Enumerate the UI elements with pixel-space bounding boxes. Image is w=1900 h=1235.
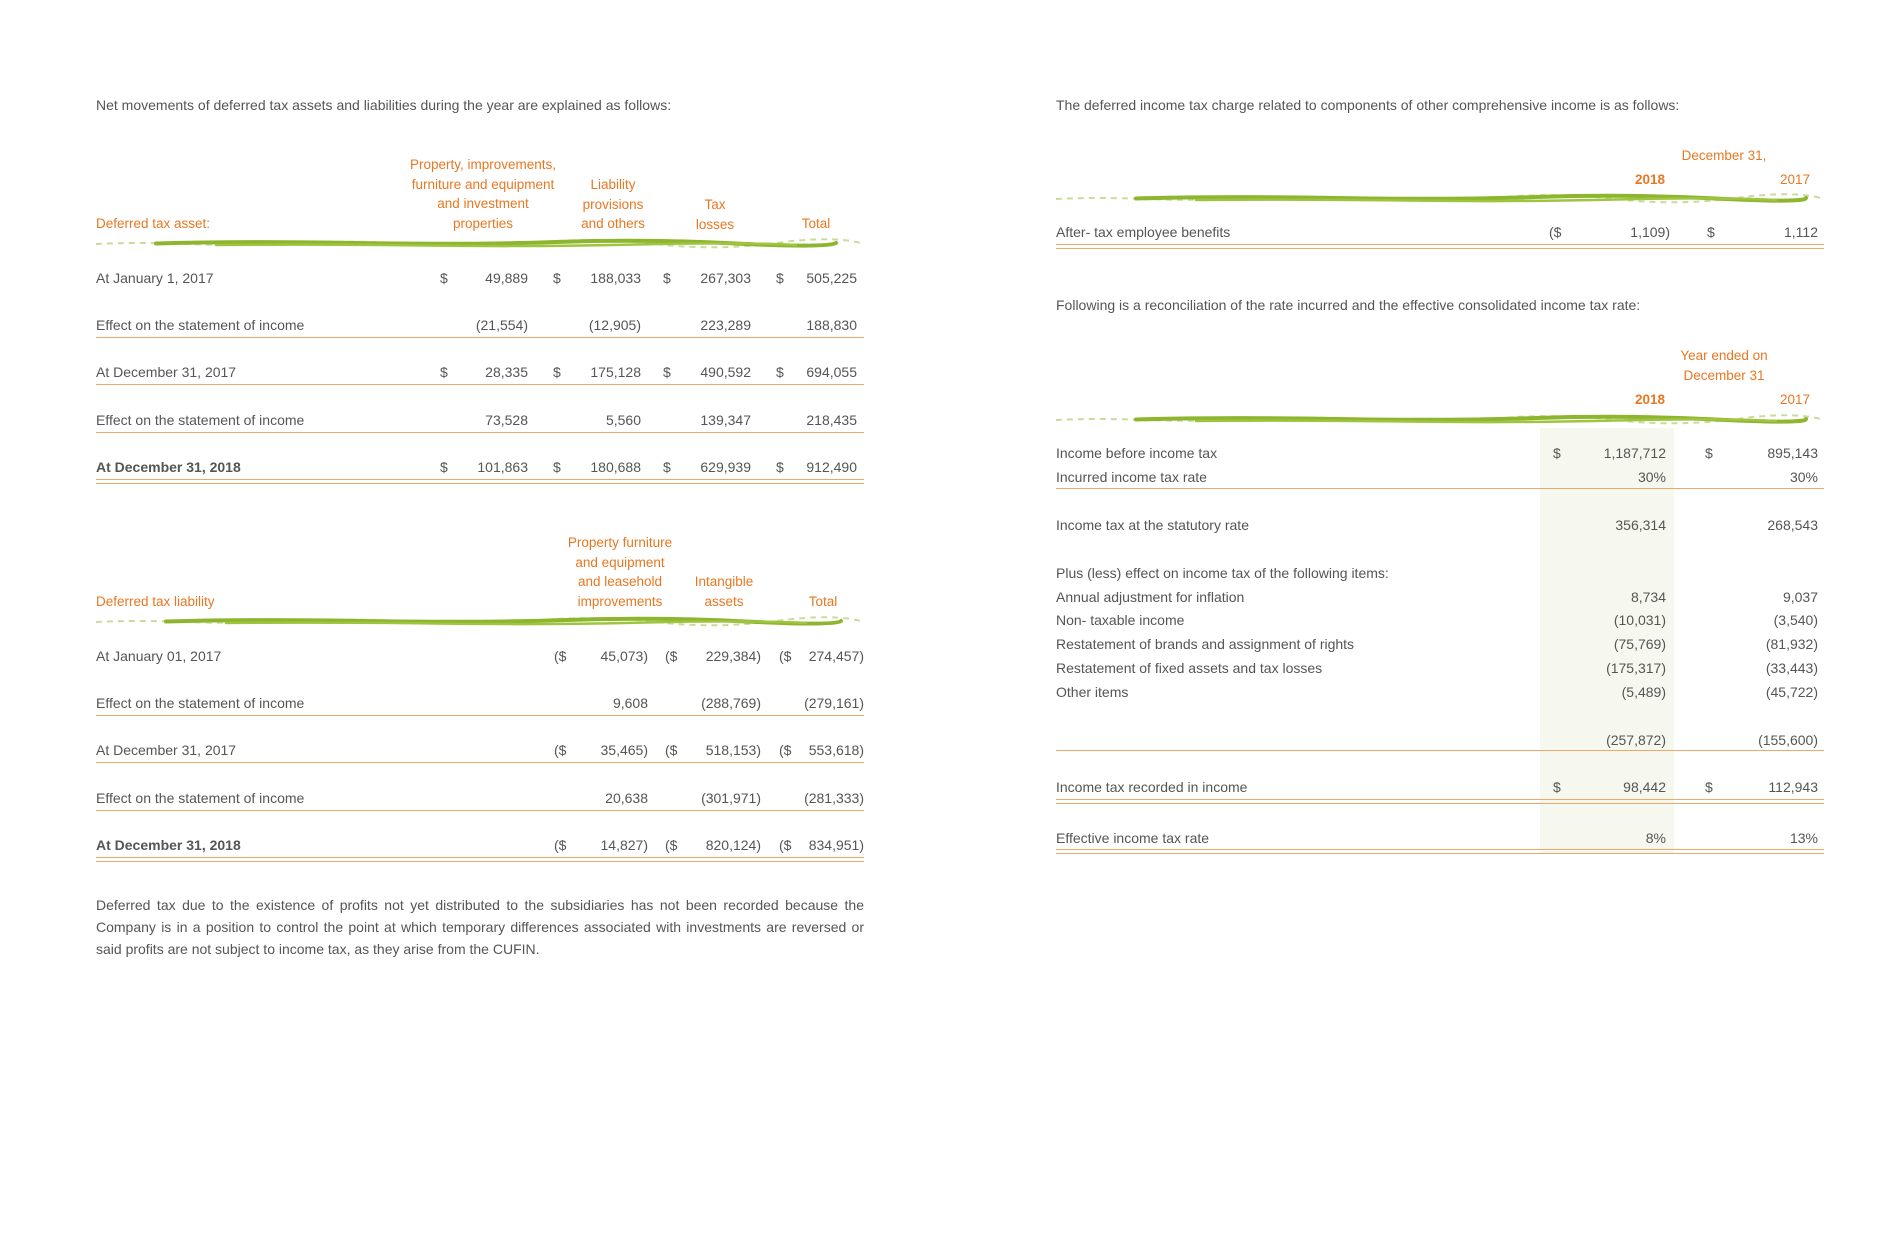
asset-cell-value: 101,863 bbox=[477, 459, 528, 475]
rec-cell-value-2018: (10,031) bbox=[1613, 612, 1666, 628]
asset-col-header-tax-losses: Tax losses bbox=[695, 197, 735, 232]
asset-table-label: Deferred tax asset: bbox=[96, 216, 211, 231]
oci-header-brush-divider bbox=[1056, 193, 1824, 205]
asset-cell-value: 267,303 bbox=[700, 270, 751, 286]
liability-row-rule bbox=[96, 810, 864, 811]
asset-row-rule bbox=[96, 384, 864, 385]
rec-year-2018: 2018 bbox=[1634, 392, 1666, 407]
rec-cell-currency-2018: $ bbox=[1553, 445, 1561, 461]
rec-row-label: Incurred income tax rate bbox=[1056, 469, 1207, 485]
rec-row-label: Restatement of brands and assignment of rights bbox=[1056, 636, 1355, 652]
liability-col-header-intangible: Intangible assets bbox=[694, 574, 754, 609]
rec-cell-value-2018: (175,317) bbox=[1606, 660, 1666, 676]
oci-row-cur-2017: $ bbox=[1707, 224, 1715, 240]
liability-cell-value: 229,384) bbox=[705, 648, 761, 664]
asset-cell-value: 188,830 bbox=[806, 317, 857, 333]
asset-cell-value: 73,528 bbox=[485, 412, 528, 428]
asset-col-header-total: Total bbox=[801, 216, 831, 231]
liability-cell-currency: ($ bbox=[554, 742, 567, 758]
asset-header-brush-divider bbox=[96, 238, 864, 250]
asset-cell-currency: $ bbox=[663, 364, 671, 380]
oci-row-val-2018: 1,109) bbox=[1630, 224, 1670, 240]
rec-row-label: Other items bbox=[1056, 684, 1129, 700]
liability-row-rule bbox=[96, 715, 864, 716]
liability-cell-value: (281,333) bbox=[804, 790, 864, 806]
asset-section-intro: Net movements of deferred tax assets and liabilities during the year are explained as follows: bbox=[96, 97, 672, 113]
asset-cell-value: 188,033 bbox=[590, 270, 641, 286]
liability-cell-value: (301,971) bbox=[701, 790, 761, 806]
asset-cell-value: 139,347 bbox=[700, 412, 751, 428]
asset-cell-currency: $ bbox=[776, 364, 784, 380]
deferred-tax-footnote: Deferred tax due to the existence of profits not yet distributed to the subsidiaries has not been recorded because the Company is in a position to control the point at which temporary differences associated with investments are reversed or said profits are not subject to income tax, as they arise from the CUFIN. bbox=[96, 897, 864, 957]
liability-cell-currency: ($ bbox=[554, 837, 567, 853]
rec-row-label: Effective income tax rate bbox=[1056, 830, 1210, 846]
rec-row-label: Non- taxable income bbox=[1056, 612, 1185, 628]
rec-row-label: Income tax at the statutory rate bbox=[1056, 517, 1249, 533]
asset-cell-value: 5,560 bbox=[605, 412, 641, 428]
liability-cell-value: 45,073) bbox=[600, 648, 648, 664]
asset-row-label: Effect on the statement of income bbox=[96, 412, 305, 428]
rec-cell-value-2018: (257,872) bbox=[1606, 732, 1666, 748]
rec-row-rule bbox=[1056, 488, 1824, 489]
rec-row-label: Income tax recorded in income bbox=[1056, 779, 1248, 795]
rec-cell-value-2018: 8,734 bbox=[1630, 589, 1666, 605]
rec-cell-value-2018: (5,489) bbox=[1621, 684, 1666, 700]
oci-section-intro: The deferred income tax charge related to components of other comprehensive income is as follows: bbox=[1056, 97, 1680, 113]
rec-cell-value-2018: (75,769) bbox=[1613, 636, 1666, 652]
liability-cell-currency: ($ bbox=[665, 837, 678, 853]
asset-cell-value: 175,128 bbox=[590, 364, 641, 380]
oci-year-2017: 2017 bbox=[1779, 172, 1811, 187]
rec-cell-value-2017: 30% bbox=[1789, 469, 1818, 485]
rec-cell-value-2017: (3,540) bbox=[1773, 612, 1818, 628]
asset-total-double-rule bbox=[96, 479, 864, 484]
liability-cell-currency: ($ bbox=[665, 742, 678, 758]
oci-row-val-2017: 1,112 bbox=[1784, 224, 1818, 240]
liability-table-label: Deferred tax liability bbox=[96, 594, 215, 609]
asset-cell-currency: $ bbox=[553, 270, 561, 286]
liability-row-label: At December 31, 2018 bbox=[96, 837, 241, 853]
liability-row-label: Effect on the statement of income bbox=[96, 790, 305, 806]
asset-cell-value: 218,435 bbox=[806, 412, 857, 428]
asset-cell-value: 629,939 bbox=[700, 459, 751, 475]
liability-row-label: At December 31, 2017 bbox=[96, 742, 237, 758]
rec-cell-currency-2017: $ bbox=[1705, 779, 1713, 795]
asset-cell-value: 505,225 bbox=[806, 270, 857, 286]
rec-cell-value-2018: 30% bbox=[1637, 469, 1666, 485]
rec-cell-value-2017: (45,722) bbox=[1765, 684, 1818, 700]
rec-cell-value-2017: (33,443) bbox=[1765, 660, 1818, 676]
asset-cell-value: (21,554) bbox=[475, 317, 528, 333]
liability-cell-value: 553,618) bbox=[808, 742, 864, 758]
liability-cell-value: 820,124) bbox=[705, 837, 761, 853]
liability-row-label: At January 01, 2017 bbox=[96, 648, 222, 664]
rec-row-label: Restatement of fixed assets and tax losses bbox=[1056, 660, 1323, 676]
rec-cell-value-2017: 112,943 bbox=[1768, 779, 1818, 795]
liability-cell-currency: ($ bbox=[779, 837, 792, 853]
liability-row-label: Effect on the statement of income bbox=[96, 695, 305, 711]
rec-cell-value-2018: 8% bbox=[1645, 830, 1666, 846]
asset-row-label: Effect on the statement of income bbox=[96, 317, 305, 333]
asset-cell-currency: $ bbox=[440, 459, 448, 475]
rec-cell-value-2017: 895,143 bbox=[1767, 445, 1818, 461]
liability-cell-value: 35,465) bbox=[600, 742, 648, 758]
rec-row-label: Annual adjustment for inflation bbox=[1056, 589, 1245, 605]
asset-cell-value: 180,688 bbox=[590, 459, 641, 475]
asset-cell-value: 694,055 bbox=[806, 364, 857, 380]
asset-row-rule bbox=[96, 337, 864, 338]
asset-cell-currency: $ bbox=[553, 364, 561, 380]
asset-cell-value: 490,592 bbox=[700, 364, 751, 380]
rec-row-label: Plus (less) effect on income tax of the following items: bbox=[1056, 565, 1389, 581]
rec-cell-value-2017: 268,543 bbox=[1767, 517, 1818, 533]
rec-period-header: Year ended on December 31 bbox=[1680, 348, 1768, 383]
rec-cell-value-2017: (81,932) bbox=[1765, 636, 1818, 652]
rec-cell-currency-2018: $ bbox=[1553, 779, 1561, 795]
liability-col-header-total: Total bbox=[808, 594, 838, 609]
liability-cell-value: 9,608 bbox=[612, 695, 648, 711]
asset-cell-currency: $ bbox=[663, 270, 671, 286]
asset-cell-currency: $ bbox=[663, 459, 671, 475]
rec-double-rule bbox=[1056, 799, 1824, 804]
rec-header-brush-divider bbox=[1056, 414, 1824, 426]
liability-cell-value: 518,153) bbox=[705, 742, 761, 758]
liability-cell-value: (279,161) bbox=[804, 695, 864, 711]
rec-row-label: Income before income tax bbox=[1056, 445, 1218, 461]
asset-col-header-ppe: Property, improvements, furniture and equipment and investment properties bbox=[409, 157, 557, 231]
rec-cell-value-2017: 9,037 bbox=[1782, 589, 1818, 605]
oci-row-cur-2018: ($ bbox=[1549, 224, 1562, 240]
rec-cell-value-2018: 1,187,712 bbox=[1603, 445, 1666, 461]
oci-total-double-rule bbox=[1056, 244, 1824, 249]
asset-cell-value: (12,905) bbox=[588, 317, 641, 333]
rec-cell-currency-2017: $ bbox=[1705, 445, 1713, 461]
liability-col-header-ppe: Property furniture and equipment and leasehold improvements bbox=[567, 535, 673, 609]
liability-cell-value: 20,638 bbox=[605, 790, 648, 806]
liability-cell-currency: ($ bbox=[779, 742, 792, 758]
rec-section-intro: Following is a reconciliation of the rate incurred and the effective consolidated income tax rate: bbox=[1056, 297, 1641, 313]
liability-row-rule bbox=[96, 762, 864, 763]
asset-row-label: At December 31, 2017 bbox=[96, 364, 237, 380]
asset-cell-currency: $ bbox=[776, 270, 784, 286]
liability-cell-value: 274,457) bbox=[808, 648, 864, 664]
asset-cell-value: 28,335 bbox=[485, 364, 528, 380]
asset-cell-currency: $ bbox=[776, 459, 784, 475]
asset-row-rule bbox=[96, 432, 864, 433]
asset-cell-value: 223,289 bbox=[700, 317, 751, 333]
oci-year-2018: 2018 bbox=[1634, 172, 1666, 187]
liability-header-brush-divider bbox=[96, 616, 864, 628]
asset-row-label: At January 1, 2017 bbox=[96, 270, 214, 286]
asset-cell-value: 49,889 bbox=[485, 270, 528, 286]
oci-row-label: After- tax employee benefits bbox=[1056, 224, 1231, 240]
rec-cell-value-2017: 13% bbox=[1789, 830, 1818, 846]
asset-cell-currency: $ bbox=[440, 270, 448, 286]
liability-cell-currency: ($ bbox=[665, 648, 678, 664]
asset-cell-currency: $ bbox=[553, 459, 561, 475]
liability-cell-value: (288,769) bbox=[701, 695, 761, 711]
liability-total-double-rule bbox=[96, 857, 864, 862]
liability-cell-currency: ($ bbox=[554, 648, 567, 664]
rec-cell-value-2018: 356,314 bbox=[1615, 517, 1666, 533]
rec-row-rule bbox=[1056, 750, 1824, 751]
liability-cell-value: 834,951) bbox=[808, 837, 864, 853]
asset-cell-currency: $ bbox=[440, 364, 448, 380]
rec-cell-value-2018: 98,442 bbox=[1623, 779, 1666, 795]
asset-col-header-provisions: Liability provisions and others bbox=[581, 177, 645, 232]
liability-cell-value: 14,827) bbox=[600, 837, 648, 853]
rec-cell-value-2017: (155,600) bbox=[1758, 732, 1818, 748]
rec-year-2017: 2017 bbox=[1779, 392, 1811, 407]
asset-cell-value: 912,490 bbox=[806, 459, 857, 475]
rec-double-rule bbox=[1056, 849, 1824, 854]
liability-cell-currency: ($ bbox=[779, 648, 792, 664]
oci-period-header: December 31, bbox=[1681, 148, 1767, 163]
asset-row-label: At December 31, 2018 bbox=[96, 459, 241, 475]
